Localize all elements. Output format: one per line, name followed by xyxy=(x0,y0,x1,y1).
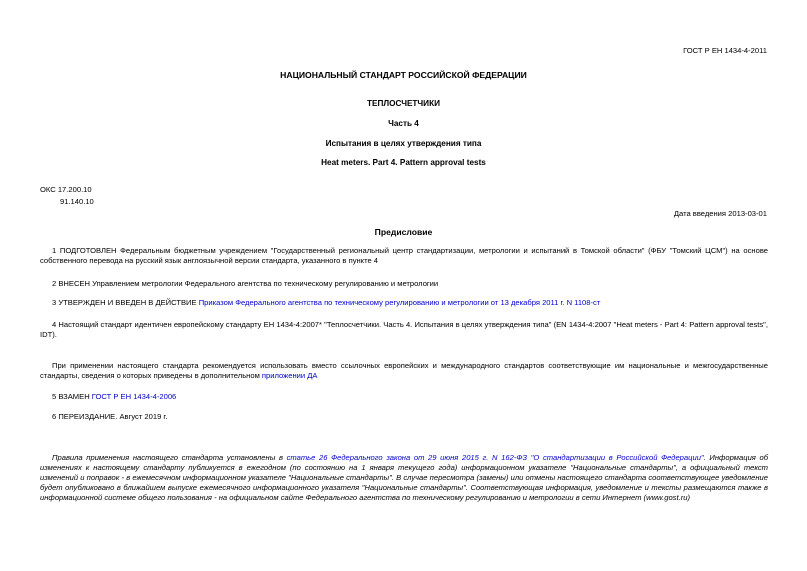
standard-part: Часть 4 xyxy=(388,119,419,128)
oks-code-2: 91.140.10 xyxy=(60,197,94,206)
foreword-note-text: При применении настоящего стандарта рекомендуется использовать вместо ссылочных европейских и международного стандартов соответствующие им национальные и межгосударственные стандарты, сведения о которых приведены в дополнительном xyxy=(40,361,768,381)
national-standard-title: НАЦИОНАЛЬНЫЙ СТАНДАРТ РОССИЙСКОЙ ФЕДЕРАЦИИ xyxy=(280,70,527,80)
subtitle-ru: Испытания в целях утверждения типа xyxy=(325,139,482,148)
foreword-item-3-text: 3 УТВЕРЖДЕН И ВВЕДЕН В ДЕЙСТВИЕ xyxy=(52,298,199,307)
rules-text-2: . Информация об изменениях к настоящему стандарту публикуется в ежегодном (по состоянию на 1 января текущего года) информационном указателе "Национальные стандарты", а официальный текст изменений и поправок - в ежемесячном информационном указателе "Национальные стандарты". В случае пересмотра (замены) или отмены настоящего стандарта соответствующее уведомление будет опубликовано в ближайшем выпуске ежемесячного информационного указателя "Национальные стандарты". Соответствующая информация, уведомление и тексты размещаются также в информационной системе общего пользования - на официальном сайте Федерального агентства по техническому регулированию и метрологии в сети Интернет (www.gost.ru) xyxy=(40,453,768,503)
foreword-item-3 xyxy=(40,298,768,308)
foreword-item-1: 1 ПОДГОТОВЛЕН Федеральным бюджетным учреждением "Государственный региональный центр стандартизации, метрологии и испытаний в Томской области" (ФБУ "Томский ЦСМ") на основе собственного перевода на русский язык англоязычной версии стандарта, указанного в пункте 4 xyxy=(40,246,768,266)
foreword-heading: Предисловие xyxy=(374,227,433,237)
appendix-da-link[interactable]: приложении ДА xyxy=(261,371,318,381)
standard-subject: ТЕПЛОСЧЕТЧИКИ xyxy=(367,99,440,108)
foreword-note xyxy=(40,361,768,381)
application-rules-paragraph xyxy=(40,453,768,503)
foreword-item-2: 2 ВНЕСЕН Управлением метрологии Федерального агентства по техническому регулированию и метрологии xyxy=(52,279,439,288)
foreword-item-5-text: 5 ВЗАМЕН xyxy=(52,392,92,401)
federal-law-link[interactable]: статье 26 Федерального закона от 29 июня 2015 г. N 162-ФЗ "О стандартизации в Российской Федерации" xyxy=(286,453,704,462)
subtitle-en: Heat meters. Part 4. Pattern approval tests xyxy=(321,158,486,167)
oks-code-1: ОКС 17.200.10 xyxy=(40,185,92,194)
document-code: ГОСТ Р ЕН 1434-4-2011 xyxy=(683,46,767,55)
introduction-date: Дата введения 2013-03-01 xyxy=(673,209,767,218)
foreword-item-4: 4 Настоящий стандарт идентичен европейскому стандарту ЕН 1434-4:2007* "Теплосчетчики. Часть 4. Испытания в целях утверждения типа" (EN 1434-4:2007 "Heat meters - Part 4: Pattern approval tests", IDT). xyxy=(40,320,768,340)
foreword-item-5 xyxy=(40,392,768,402)
rules-text-1: Правила применения настоящего стандарта установлены в xyxy=(52,453,287,462)
replaced-standard-link[interactable]: ГОСТ Р ЕН 1434-4-2006 xyxy=(91,392,177,401)
foreword-item-6: 6 ПЕРЕИЗДАНИЕ. Август 2019 г. xyxy=(52,412,168,421)
approval-order-link[interactable]: Приказом Федерального агентства по техническому регулированию и метрологии от 13 декабря 2011 г. N 1108-ст xyxy=(198,298,601,307)
